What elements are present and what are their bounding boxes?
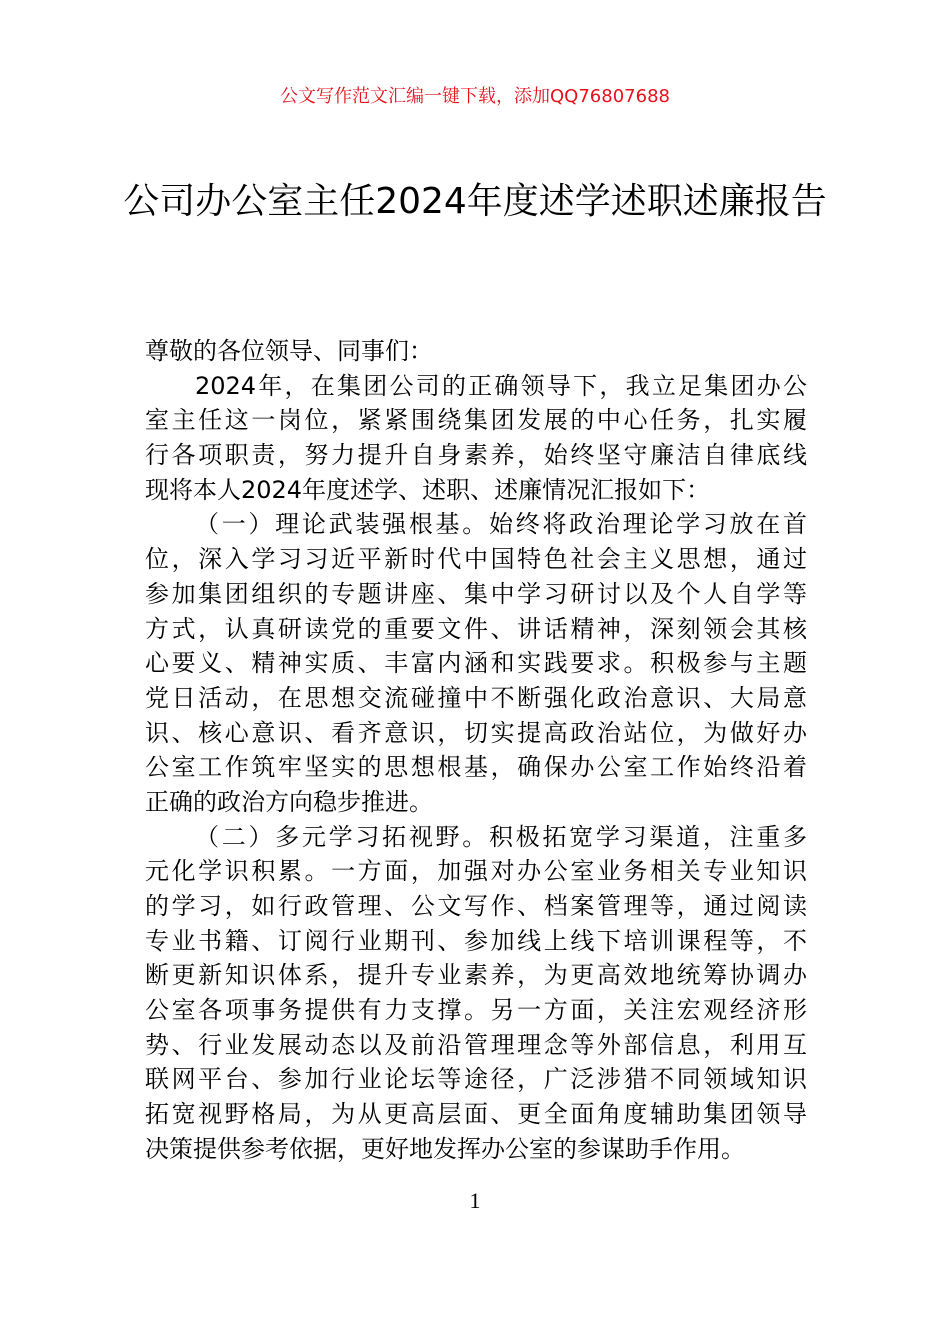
- paragraph-line: 拓宽视野格局，为从更高层面、更全面角度辅助集团领导: [145, 1100, 807, 1129]
- paragraph-line: 元化学识积累。一方面，加强对办公室业务相关专业知识: [145, 857, 807, 886]
- promo-header: 公文写作范文汇编一键下载，添加QQ76807688: [280, 86, 670, 107]
- paragraph-line: 正确的政治方向稳步推进。: [145, 787, 433, 816]
- paragraph-line: （一）理论武装强根基。始终将政治理论学习放在首: [195, 510, 807, 539]
- paragraph-line: 方式，认真研读党的重要文件、讲话精神，深刻领会其核: [145, 614, 807, 643]
- paragraph-line: 行各项职责，努力提升自身素养，始终坚守廉洁自律底线: [145, 441, 807, 470]
- paragraph-line: 党日活动，在思想交流碰撞中不断强化政治意识、大局意: [145, 683, 807, 712]
- paragraph-line: 现将本人2024年度述学、述职、述廉情况汇报如下：: [145, 475, 711, 504]
- paragraph-line: 位，深入学习习近平新时代中国特色社会主义思想，通过: [145, 545, 807, 574]
- paragraph: [145, 820, 807, 1167]
- page-number: 1: [469, 1188, 481, 1213]
- paragraph-line: 决策提供参考依据，更好地发挥办公室的参谋助手作用。: [145, 1134, 745, 1163]
- paragraph-line: 2024年，在集团公司的正确领导下，我立足集团办公: [195, 371, 807, 400]
- paragraph-line: 室主任这一岗位，紧紧围绕集团发展的中心任务，扎实履: [145, 406, 807, 435]
- paragraph-line: 识、核心意识、看齐意识，切实提高政治站位，为做好办: [145, 718, 807, 747]
- paragraph-line: 断更新知识体系，提升专业素养，为更高效地统筹协调办: [145, 961, 807, 990]
- paragraph: [145, 507, 807, 819]
- document-title: 公司办公室主任2024年度述学述职述廉报告: [123, 181, 827, 222]
- paragraph-line: 势、行业发展动态以及前沿管理理念等外部信息，利用互: [145, 1030, 807, 1059]
- document-body: [145, 334, 807, 1167]
- paragraph-line: 专业书籍、订阅行业期刊、参加线上线下培训课程等，不: [145, 926, 807, 955]
- paragraph-line: 的学习，如行政管理、公文写作、档案管理等，通过阅读: [145, 892, 807, 920]
- paragraph-line: 心要义、精神实质、丰富内涵和实践要求。积极参与主题: [145, 649, 807, 678]
- paragraph-line: 公室各项事务提供有力支撑。另一方面，关注宏观经济形: [145, 996, 807, 1025]
- paragraph-line: （二）多元学习拓视野。积极拓宽学习渠道，注重多: [195, 822, 807, 851]
- greeting: 尊敬的各位领导、同事们：: [145, 337, 433, 365]
- paragraph: [145, 369, 807, 508]
- paragraph-line: 公室工作筑牢坚实的思想根基，确保办公室工作始终沿着: [145, 753, 807, 782]
- paragraph-line: 联网平台、参加行业论坛等途径，广泛涉猎不同领域知识: [145, 1065, 807, 1094]
- paragraph-line: 参加集团组织的专题讲座、集中学习研讨以及个人自学等: [145, 579, 807, 608]
